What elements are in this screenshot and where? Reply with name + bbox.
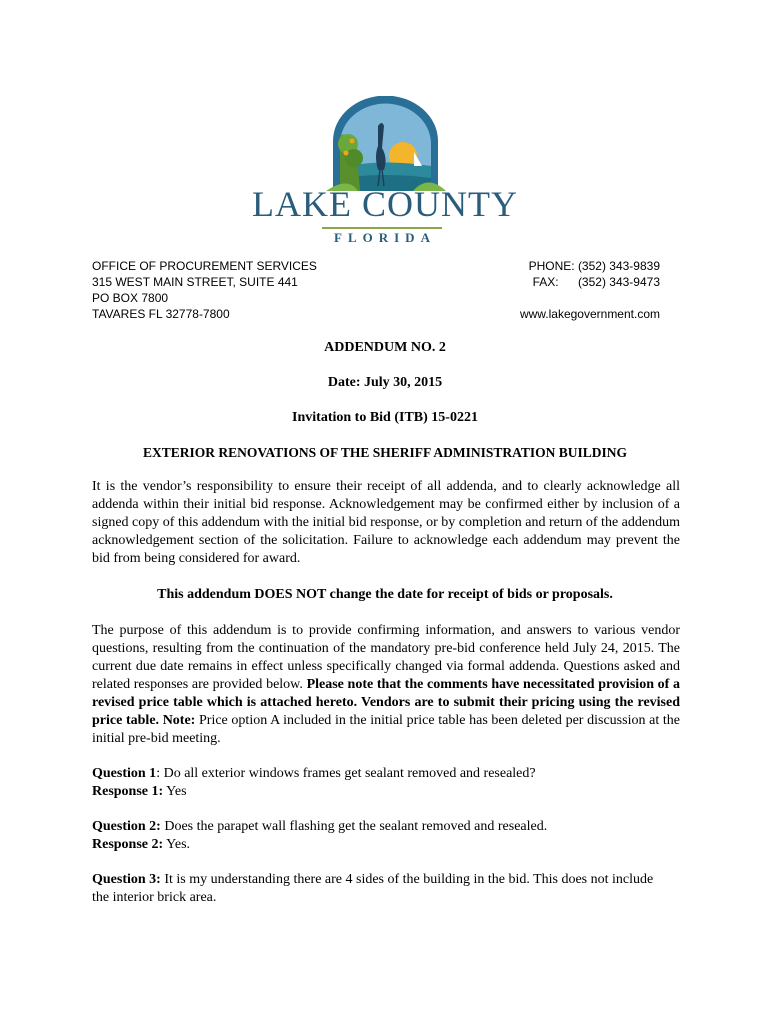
question-label: Question 2:	[92, 819, 161, 834]
question-text: : Do all exterior windows frames get sealant removed and resealed?	[156, 766, 536, 781]
question-text: Does the parapet wall flashing get the sealant removed and resealed.	[160, 819, 548, 834]
fax-number: (352) 343-9473	[577, 275, 660, 289]
price-option-note: Price option A included in the initial price table has been deleted per discussion at the initial pre-bid meeting.	[92, 713, 680, 746]
county-name: LAKE COUNTY	[252, 184, 518, 224]
website-link[interactable]: www.lakegovernment.com	[519, 307, 660, 321]
addendum-title: ADDENDUM NO. 2	[324, 340, 446, 355]
phone-label: PHONE:	[528, 259, 575, 273]
response-label: Response 1:	[92, 784, 164, 799]
fax-row	[480, 274, 660, 290]
question-text: It is my understanding there are 4 sides of the building in the bid. This does not include the interior brick area.	[92, 872, 654, 905]
fax-label: FAX:	[532, 275, 559, 289]
qa-item-2	[92, 818, 692, 854]
purpose-paragraph	[92, 622, 680, 748]
contact-info	[480, 258, 660, 322]
purpose-text: The purpose of this addendum is to provide confirming information, and answers to various vendor questions, resulting from the continuation of the mandatory pre-bid conference held July 24, 2015. The current due date remains in effect unless specifically changed via formal addenda. Questions asked and related responses are provided below.	[92, 623, 680, 692]
office-address	[92, 258, 317, 322]
addendum-date: Date: July 30, 2015	[327, 375, 443, 390]
phone-number: (352) 343-9839	[577, 259, 660, 273]
address-line: 315 WEST MAIN STREET, SUITE 441	[92, 275, 298, 289]
project-title: EXTERIOR RENOVATIONS OF THE SHERIFF ADMINISTRATION BUILDING	[142, 445, 628, 460]
question-label: Question 3:	[92, 872, 161, 887]
state-name: FLORIDA	[334, 230, 436, 245]
date-notice: This addendum DOES NOT change the date for receipt of bids or proposals.	[157, 587, 613, 602]
qa-item-1	[92, 765, 692, 801]
response-label: Response 2:	[92, 837, 164, 852]
question-label: Question 1	[92, 766, 157, 781]
response-text: Yes	[163, 784, 187, 799]
phone-row	[480, 258, 660, 274]
lake-county-seal-logo	[318, 96, 453, 191]
response-text: Yes.	[163, 837, 191, 852]
address-line: OFFICE OF PROCUREMENT SERVICES	[92, 259, 317, 273]
itb-number: Invitation to Bid (ITB) 15-0221	[292, 410, 478, 425]
address-line: TAVARES FL 32778-7800	[92, 307, 230, 321]
qa-item-3	[92, 871, 662, 907]
address-line: PO BOX 7800	[92, 291, 169, 305]
responsibility-paragraph: It is the vendor’s responsibility to ensure their receipt of all addenda, and to clearly acknowledge all addenda within their initial bid response. Acknowledgement may be confirmed either by inclusion of a signed copy of this addendum with the initial bid response, or by completion and return of the addendum acknowledgement section of the solicitation. Failure to acknowledge each addendum may prevent the bid from being considered for award.	[92, 479, 680, 566]
revised-price-note: Please note that the comments have necessitated provision of a revised price table which is attached hereto. Vendors are to submit their pricing using the revised price table. Note:	[92, 677, 680, 728]
